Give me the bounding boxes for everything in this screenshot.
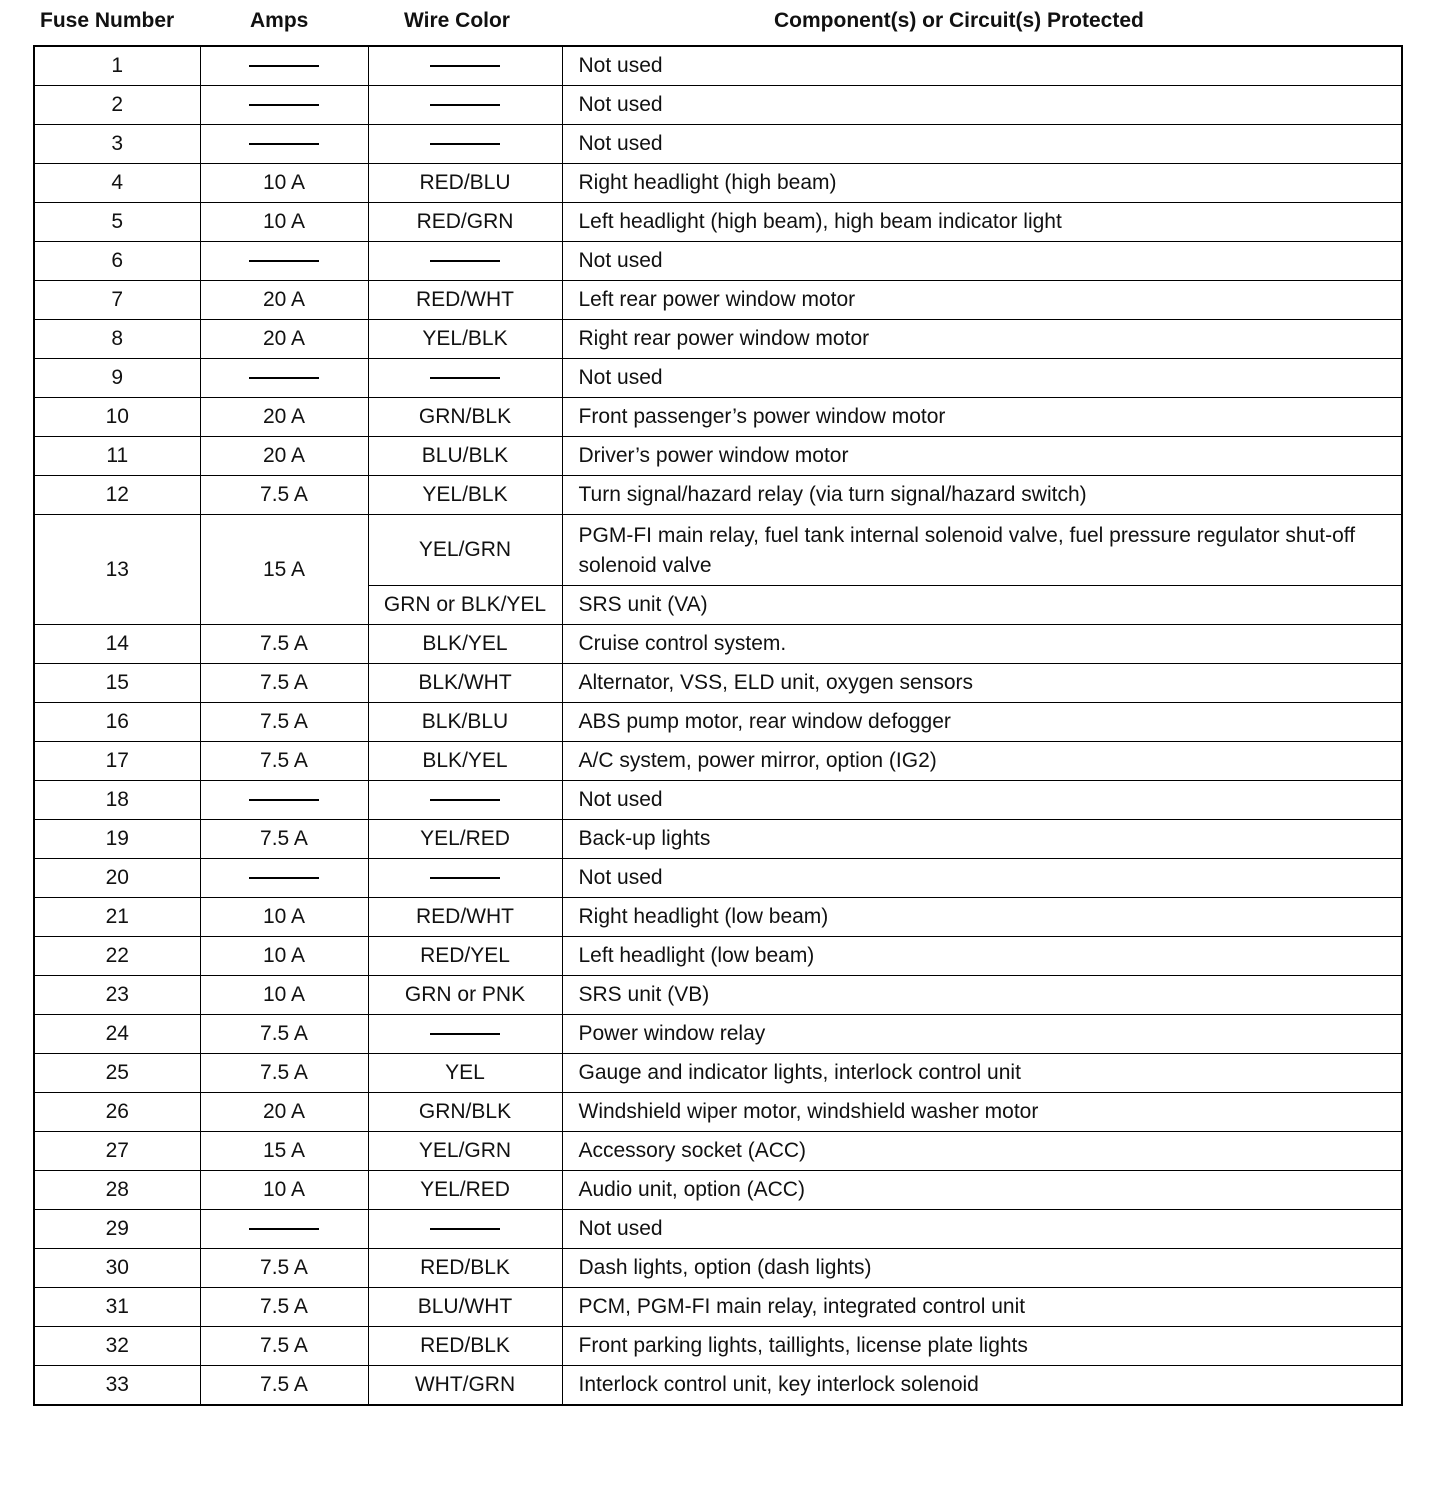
fuse-number-cell: 3	[34, 125, 200, 164]
amps-cell: 20 A	[200, 398, 368, 437]
fuse-number-cell: 9	[34, 359, 200, 398]
component-cell: Left headlight (high beam), high beam indicator light	[562, 203, 1402, 242]
fuse-number-cell: 6	[34, 242, 200, 281]
dash-line	[430, 1228, 500, 1230]
table-row	[34, 781, 1402, 820]
amps-cell: 15 A	[200, 515, 368, 625]
amps-cell	[200, 125, 368, 164]
fuse-number-cell: 27	[34, 1132, 200, 1171]
wire-color-cell: YEL/BLK	[368, 320, 562, 359]
table-header	[0, 0, 1440, 44]
fuse-number-cell: 22	[34, 937, 200, 976]
wire-color-cell	[368, 125, 562, 164]
table-row	[34, 476, 1402, 515]
table-row	[34, 359, 1402, 398]
component-cell: Left rear power window motor	[562, 281, 1402, 320]
dash-line	[249, 143, 319, 145]
dash-line	[430, 377, 500, 379]
wire-color-cell: RED/BLU	[368, 164, 562, 203]
wire-color-cell	[368, 46, 562, 86]
wire-color-cell: RED/YEL	[368, 937, 562, 976]
wire-color-cell	[368, 1015, 562, 1054]
wire-color-cell: YEL	[368, 1054, 562, 1093]
amps-cell: 20 A	[200, 1093, 368, 1132]
wire-color-cell	[368, 781, 562, 820]
amps-cell: 7.5 A	[200, 1015, 368, 1054]
table-row	[34, 1015, 1402, 1054]
amps-cell: 7.5 A	[200, 476, 368, 515]
fuse-number-cell: 30	[34, 1249, 200, 1288]
fuse-table	[33, 45, 1403, 1406]
component-cell: Not used	[562, 359, 1402, 398]
amps-cell: 7.5 A	[200, 1366, 368, 1406]
wire-color-cell: GRN/BLK	[368, 398, 562, 437]
fuse-table-body	[34, 46, 1402, 1405]
table-row	[34, 820, 1402, 859]
component-cell: Not used	[562, 46, 1402, 86]
component-cell: PGM-FI main relay, fuel tank internal solenoid valve, fuel pressure regulator shut-off solenoid valve	[562, 515, 1402, 586]
fuse-number-cell: 24	[34, 1015, 200, 1054]
fuse-number-cell: 29	[34, 1210, 200, 1249]
dash-line	[430, 65, 500, 67]
component-cell: ABS pump motor, rear window defogger	[562, 703, 1402, 742]
table-row	[34, 320, 1402, 359]
table-row	[34, 1054, 1402, 1093]
fuse-number-cell: 4	[34, 164, 200, 203]
amps-cell: 10 A	[200, 937, 368, 976]
component-cell: PCM, PGM-FI main relay, integrated control unit	[562, 1288, 1402, 1327]
wire-color-cell	[368, 1210, 562, 1249]
amps-cell: 20 A	[200, 320, 368, 359]
fuse-number-cell: 19	[34, 820, 200, 859]
amps-cell: 7.5 A	[200, 703, 368, 742]
table-row	[34, 976, 1402, 1015]
fuse-number-cell: 20	[34, 859, 200, 898]
table-row	[34, 898, 1402, 937]
wire-color-cell: RED/GRN	[368, 203, 562, 242]
fuse-number-cell: 13	[34, 515, 200, 625]
wire-color-cell: BLK/YEL	[368, 625, 562, 664]
amps-cell: 10 A	[200, 1171, 368, 1210]
component-cell: Front passenger’s power window motor	[562, 398, 1402, 437]
wire-color-cell: WHT/GRN	[368, 1366, 562, 1406]
dash-line	[249, 104, 319, 106]
wire-color-cell: RED/WHT	[368, 281, 562, 320]
wire-color-cell: GRN/BLK	[368, 1093, 562, 1132]
amps-cell: 7.5 A	[200, 664, 368, 703]
amps-cell: 10 A	[200, 164, 368, 203]
wire-color-cell: YEL/RED	[368, 1171, 562, 1210]
dash-line	[430, 260, 500, 262]
component-cell: A/C system, power mirror, option (IG2)	[562, 742, 1402, 781]
fuse-number-cell: 26	[34, 1093, 200, 1132]
fuse-number-cell: 1	[34, 46, 200, 86]
wire-color-cell: GRN or BLK/YEL	[368, 586, 562, 625]
dash-line	[249, 1228, 319, 1230]
table-row	[34, 125, 1402, 164]
header-wire-color: Wire Color	[404, 9, 510, 32]
fuse-number-cell: 10	[34, 398, 200, 437]
fuse-number-cell: 2	[34, 86, 200, 125]
fuse-number-cell: 16	[34, 703, 200, 742]
wire-color-cell	[368, 86, 562, 125]
component-cell: Back-up lights	[562, 820, 1402, 859]
amps-cell: 10 A	[200, 203, 368, 242]
table-row	[34, 398, 1402, 437]
amps-cell	[200, 86, 368, 125]
amps-cell: 7.5 A	[200, 742, 368, 781]
dash-line	[249, 799, 319, 801]
fuse-number-cell: 12	[34, 476, 200, 515]
component-cell: Right headlight (low beam)	[562, 898, 1402, 937]
fuse-number-cell: 15	[34, 664, 200, 703]
component-cell: Right rear power window motor	[562, 320, 1402, 359]
wire-color-cell	[368, 242, 562, 281]
table-row	[34, 164, 1402, 203]
table-row	[34, 242, 1402, 281]
table-row	[34, 1171, 1402, 1210]
wire-color-cell	[368, 859, 562, 898]
wire-color-cell: BLK/WHT	[368, 664, 562, 703]
amps-cell: 20 A	[200, 437, 368, 476]
fuse-number-cell: 33	[34, 1366, 200, 1406]
table-row	[34, 281, 1402, 320]
component-cell: Not used	[562, 242, 1402, 281]
table-row	[34, 515, 1402, 586]
fuse-number-cell: 25	[34, 1054, 200, 1093]
amps-cell	[200, 781, 368, 820]
fuse-number-cell: 21	[34, 898, 200, 937]
dash-line	[249, 260, 319, 262]
component-cell: Accessory socket (ACC)	[562, 1132, 1402, 1171]
wire-color-cell: RED/BLK	[368, 1249, 562, 1288]
wire-color-cell: YEL/GRN	[368, 1132, 562, 1171]
table-row	[34, 664, 1402, 703]
fuse-number-cell: 23	[34, 976, 200, 1015]
table-row	[34, 1249, 1402, 1288]
amps-cell: 7.5 A	[200, 1288, 368, 1327]
fuse-number-cell: 7	[34, 281, 200, 320]
fuse-number-cell: 11	[34, 437, 200, 476]
amps-cell: 15 A	[200, 1132, 368, 1171]
table-row	[34, 1288, 1402, 1327]
wire-color-cell: YEL/GRN	[368, 515, 562, 586]
component-cell: Alternator, VSS, ELD unit, oxygen sensors	[562, 664, 1402, 703]
fuse-number-cell: 17	[34, 742, 200, 781]
table-row	[34, 1093, 1402, 1132]
component-cell: Audio unit, option (ACC)	[562, 1171, 1402, 1210]
component-cell: SRS unit (VB)	[562, 976, 1402, 1015]
wire-color-cell: YEL/BLK	[368, 476, 562, 515]
wire-color-cell: GRN or PNK	[368, 976, 562, 1015]
component-cell: Interlock control unit, key interlock solenoid	[562, 1366, 1402, 1406]
component-cell: Not used	[562, 1210, 1402, 1249]
dash-line	[430, 799, 500, 801]
amps-cell	[200, 46, 368, 86]
table-row	[34, 937, 1402, 976]
table-row	[34, 703, 1402, 742]
wire-color-cell: BLK/YEL	[368, 742, 562, 781]
amps-cell: 7.5 A	[200, 820, 368, 859]
table-row	[34, 1132, 1402, 1171]
wire-color-cell: BLU/WHT	[368, 1288, 562, 1327]
fuse-number-cell: 18	[34, 781, 200, 820]
component-cell: Not used	[562, 125, 1402, 164]
fuse-number-cell: 28	[34, 1171, 200, 1210]
wire-color-cell: BLK/BLU	[368, 703, 562, 742]
table-row	[34, 1210, 1402, 1249]
amps-cell	[200, 242, 368, 281]
wire-color-cell: YEL/RED	[368, 820, 562, 859]
wire-color-cell	[368, 359, 562, 398]
dash-line	[430, 877, 500, 879]
component-cell: Cruise control system.	[562, 625, 1402, 664]
component-cell: Power window relay	[562, 1015, 1402, 1054]
fuse-number-cell: 14	[34, 625, 200, 664]
amps-cell: 10 A	[200, 898, 368, 937]
amps-cell	[200, 859, 368, 898]
table-row	[34, 1327, 1402, 1366]
amps-cell: 7.5 A	[200, 1249, 368, 1288]
fuse-number-cell: 5	[34, 203, 200, 242]
component-cell: SRS unit (VA)	[562, 586, 1402, 625]
dash-line	[430, 104, 500, 106]
amps-cell: 20 A	[200, 281, 368, 320]
table-row	[34, 1366, 1402, 1406]
component-cell: Not used	[562, 781, 1402, 820]
wire-color-cell: RED/BLK	[368, 1327, 562, 1366]
component-cell: Not used	[562, 86, 1402, 125]
header-fuse-number: Fuse Number	[40, 9, 175, 32]
component-cell: Front parking lights, taillights, license plate lights	[562, 1327, 1402, 1366]
amps-cell	[200, 1210, 368, 1249]
amps-cell: 10 A	[200, 976, 368, 1015]
component-cell: Left headlight (low beam)	[562, 937, 1402, 976]
fuse-number-cell: 32	[34, 1327, 200, 1366]
component-cell: Not used	[562, 859, 1402, 898]
table-row	[34, 859, 1402, 898]
dash-line	[430, 143, 500, 145]
dash-line	[249, 377, 319, 379]
dash-line	[249, 65, 319, 67]
component-cell: Gauge and indicator lights, interlock control unit	[562, 1054, 1402, 1093]
header-component: Component(s) or Circuit(s) Protected	[774, 9, 1144, 32]
component-cell: Driver’s power window motor	[562, 437, 1402, 476]
fuse-number-cell: 8	[34, 320, 200, 359]
table-row	[34, 86, 1402, 125]
dash-line	[430, 1033, 500, 1035]
table-row	[34, 625, 1402, 664]
component-cell: Dash lights, option (dash lights)	[562, 1249, 1402, 1288]
amps-cell: 7.5 A	[200, 625, 368, 664]
header-amps: Amps	[250, 9, 309, 32]
table-row	[34, 203, 1402, 242]
dash-line	[249, 877, 319, 879]
wire-color-cell: BLU/BLK	[368, 437, 562, 476]
component-cell: Turn signal/hazard relay (via turn signal/hazard switch)	[562, 476, 1402, 515]
table-row	[34, 46, 1402, 86]
wire-color-cell: RED/WHT	[368, 898, 562, 937]
amps-cell: 7.5 A	[200, 1054, 368, 1093]
fuse-number-cell: 31	[34, 1288, 200, 1327]
table-row	[34, 437, 1402, 476]
component-cell: Windshield wiper motor, windshield washer motor	[562, 1093, 1402, 1132]
amps-cell	[200, 359, 368, 398]
table-row	[34, 742, 1402, 781]
amps-cell: 7.5 A	[200, 1327, 368, 1366]
component-cell: Right headlight (high beam)	[562, 164, 1402, 203]
